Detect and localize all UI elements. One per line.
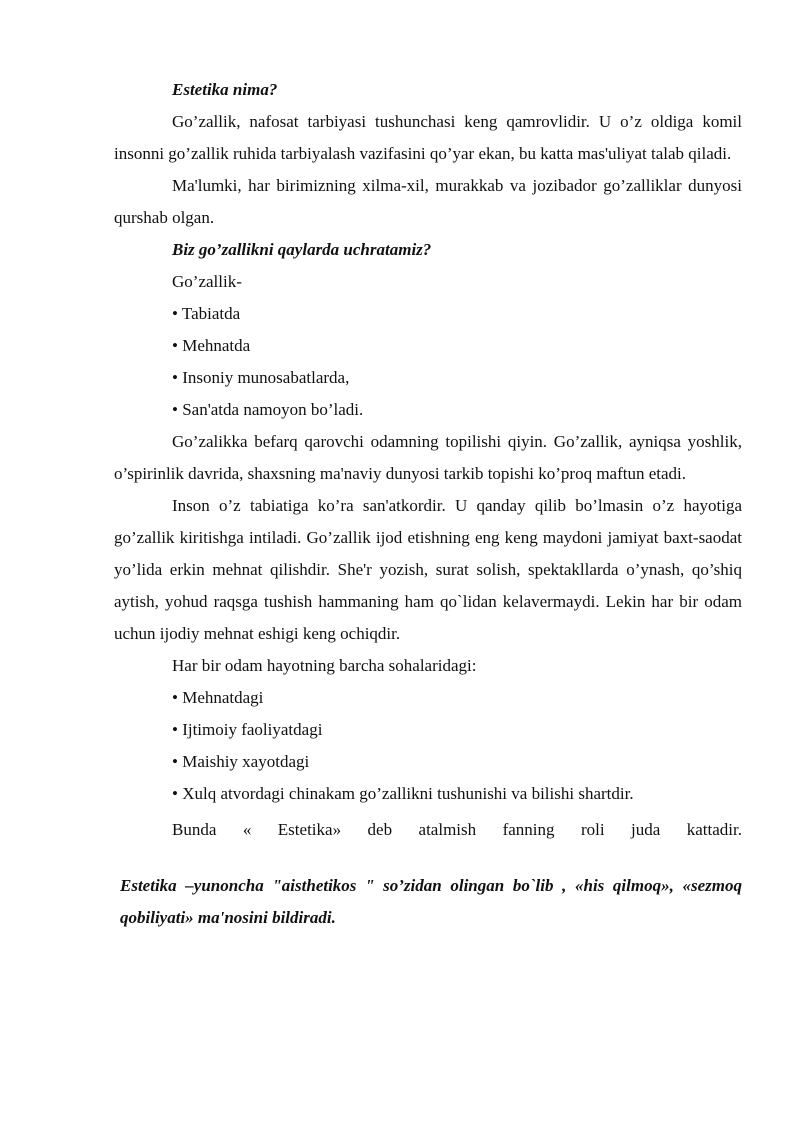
list2-item: • Maishiy xayotdagi (172, 752, 310, 771)
paragraph-2: Ma'lumki, har birimizning xilma-xil, murakkab va jozibador go’zalliklar dunyosi qurshab olgan. (114, 176, 742, 227)
final-definition: Estetika –yunoncha "aisthetikos " so’zidan olingan bo`lib , «his qilmoq», «sezmoq qobiliyati» ma'nosini bildiradi. (120, 876, 742, 927)
paragraph-5: Bunda « Estetika» deb atalmish fanning roli juda kattadir. (172, 820, 742, 839)
spacer (114, 846, 742, 870)
document-page (114, 74, 742, 934)
list2-item: • Mehnatdagi (172, 688, 264, 707)
paragraph-3: Go’zalikka befarq qarovchi odamning topilishi qiyin. Go’zallik, ayniqsa yoshlik, o’spirinlik davrida, shaxsning ma'naviy dunyosi tarkib topishi ko’proq maftun etadi. (114, 432, 742, 483)
paragraph-4: Inson o’z tabiatiga ko’ra san'atkordir. U qanday qilib bo’lmasin o’z hayotiga go’zallik kiritishga intiladi. Go’zallik ijod etishning eng keng maydoni jamiyat baxt-saodat yo’lida erkin mehnat qilishdir. She'r yozish, surat solish, spektakllarda o’ynash, qo’shiq aytish, yohud raqsga tushish hammaning ham qo`lidan kelavermaydi. Lekin har bir odam uchun ijodiy mehnat eshigi keng ochiqdir. (114, 496, 742, 643)
list2-intro: Har bir odam hayotning barcha sohalaridagi: (172, 656, 477, 675)
heading-estetika-nima: Estetika nima? (172, 80, 278, 99)
list2-item: • Ijtimoiy faoliyatdagi (172, 720, 323, 739)
list1-item: • Tabiatda (172, 304, 241, 323)
list1-item: • San'atda namoyon bo’ladi. (172, 400, 364, 419)
list1-item: • Mehnatda (172, 336, 251, 355)
heading-qaylarda: Biz go’zallikni qaylarda uchratamiz? (172, 240, 432, 259)
list2-item: • Xulq atvordagi chinakam go’zallikni tushunishi va bilishi shartdir. (172, 784, 634, 803)
list1-intro: Go’zallik- (172, 272, 242, 291)
paragraph-1: Go’zallik, nafosat tarbiyasi tushunchasi keng qamrovlidir. U o’z oldiga komil insonni go’zallik ruhida tarbiyalash vazifasini qo’yar ekan, bu katta mas'uliyat talab qiladi. (114, 112, 742, 163)
list1-item: • Insoniy munosabatlarda, (172, 368, 350, 387)
